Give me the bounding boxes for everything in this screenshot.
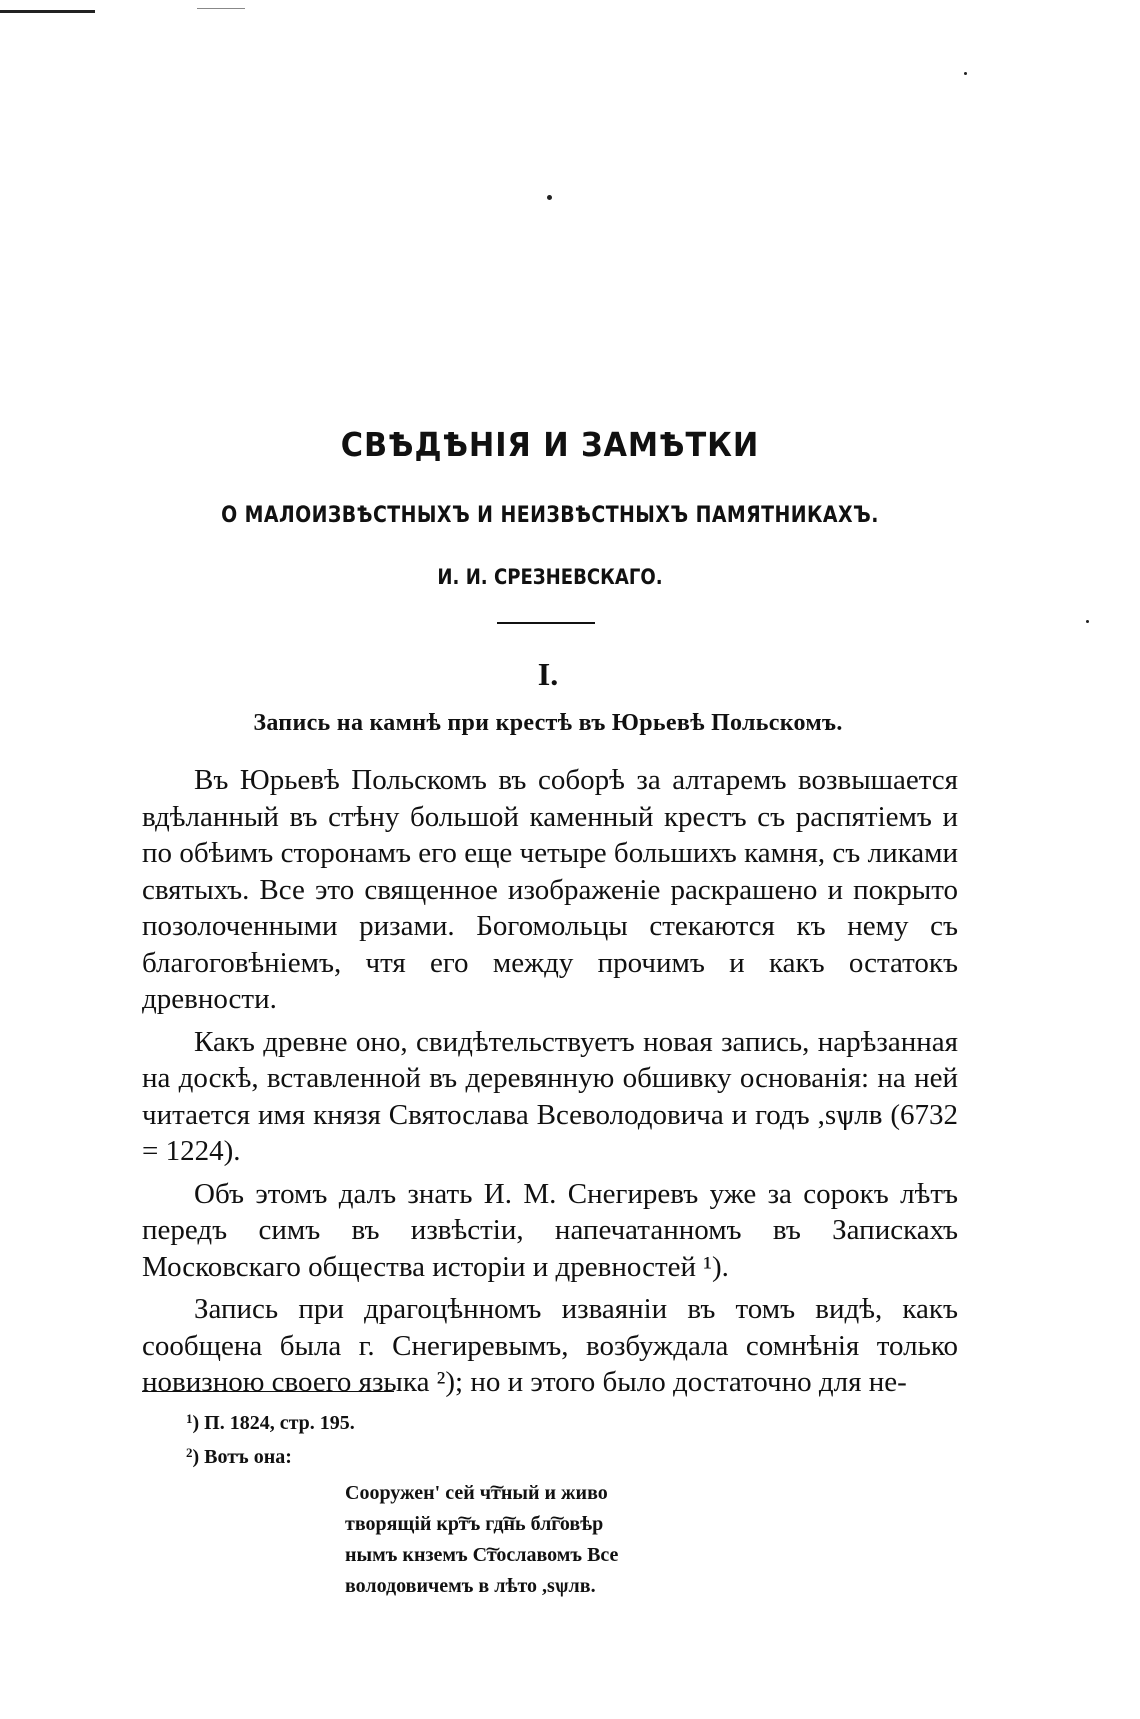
section-number: I. — [537, 656, 559, 692]
title-divider — [497, 622, 595, 624]
author-name: И. И. СРЕЗНЕВСКАГО. — [437, 565, 663, 589]
inscription-line: творящій кр͠тъ гд͠нь бл͠говѣр — [345, 1513, 604, 1535]
footnote-rule — [142, 1391, 394, 1392]
corner-rule — [0, 10, 95, 13]
paragraph: Какъ древне оно, свидѣтельствуетъ новая запись, нарѣзанная на доскѣ, вставленной въ деревянную обшивку основанія: на ней читается имя князя Святослава Всеволодовича и годъ ,ѕѱлв (6732 = 1224). — [142, 1025, 958, 1167]
body-text — [142, 762, 958, 1407]
paragraph: Въ Юрьевѣ Польскомъ въ соборѣ за алтаремъ возвышается вдѣланный въ стѣну большой каменный крестъ съ распятіемъ и по обѣимъ сторонамъ его еще четыре большихъ камня, съ ликами святыхъ. Все это священное изображеніе раскрашено и покрыто позолоченными ризами. Богомольцы стекаются къ нему съ благоговѣніемъ, чтя его между прочимъ и какъ остатокъ древности. — [142, 764, 958, 1015]
footnote-1 — [186, 1404, 786, 1438]
corner-rule-faint — [197, 8, 245, 9]
footnote-mark: 1 — [186, 1411, 193, 1426]
inscription-quote — [345, 1478, 765, 1602]
footnote-text: ) П. 1824, стр. 195. — [192, 1412, 355, 1434]
inscription-line: володовичемъ в лѣто ,ѕѱлв. — [345, 1575, 596, 1597]
footnote-text: ) Вотъ она: — [192, 1446, 292, 1468]
section-title: Запись на камнѣ при крестѣ въ Юрьевѣ Польскомъ. — [253, 710, 843, 736]
footnote-mark: 2 — [186, 1445, 193, 1460]
paragraph: Запись при драгоцѣнномъ изваяніи въ томъ видѣ, какъ сообщена была г. Снегиревымъ, возбуждала сомнѣнія только новизною своего языка ²); но и этого было достаточно для не- — [142, 1293, 958, 1398]
ink-speck — [1086, 620, 1089, 623]
page-subtitle: О МАЛОИЗВѢСТНЫХЪ И НЕИЗВѢСТНЫХЪ ПАМЯТНИКАХЪ. — [221, 503, 879, 528]
footnote-2 — [186, 1438, 786, 1472]
footnotes — [186, 1404, 786, 1472]
paragraph: Объ этомъ далъ знать И. М. Снегиревъ уже за сорокъ лѣтъ передъ симъ въ извѣстіи, напечатанномъ въ Запискахъ Московскаго общества исторіи и древностей ¹). — [142, 1177, 958, 1283]
page-title: СВѢДѢНІЯ И ЗАМѢТКИ — [340, 425, 760, 464]
ink-speck — [964, 72, 967, 75]
inscription-line: Сооружен' сей ч͠тный и живо — [345, 1482, 608, 1504]
ink-speck — [547, 195, 552, 200]
inscription-line: нымъ кнземъ С͠тославомъ Все — [345, 1544, 619, 1566]
